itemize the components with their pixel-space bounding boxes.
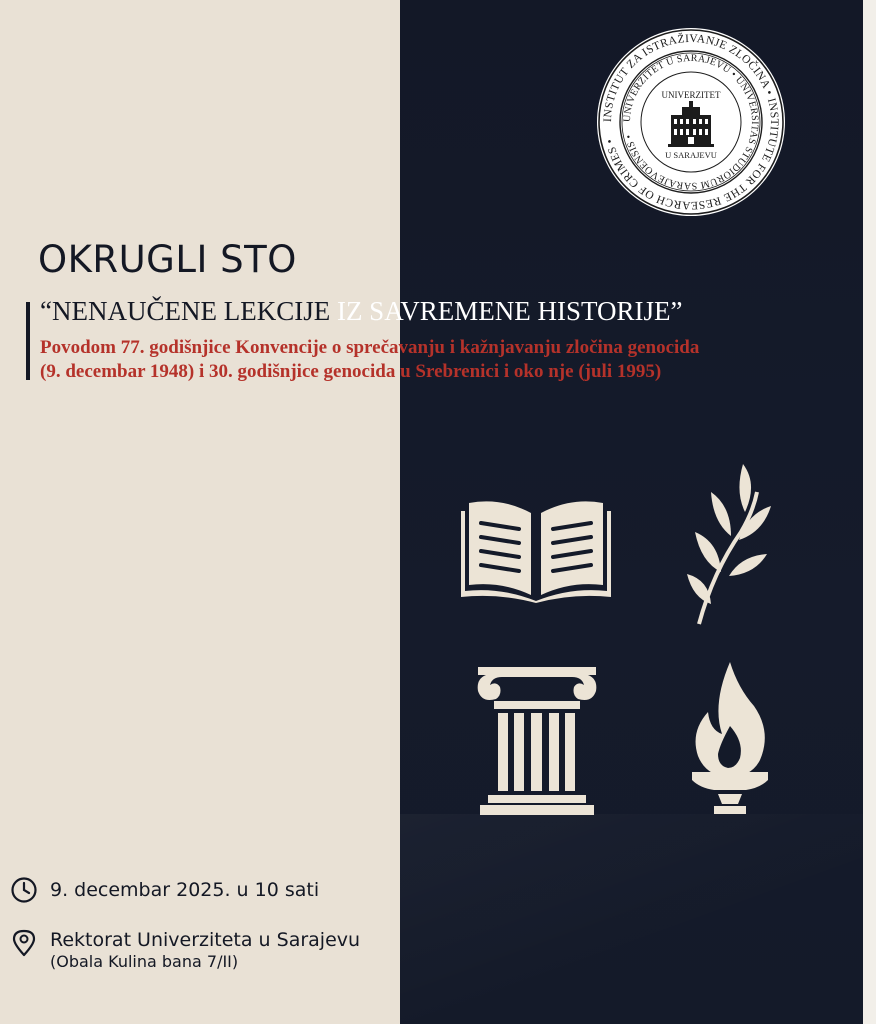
title-accent-bar	[26, 302, 30, 380]
svg-text:UNIVERZITET U SARAJEVU • UNIVE: UNIVERZITET U SARAJEVU • UNIVERSITAS STUDIORUM SARAJEVOENSIS •	[621, 52, 761, 192]
event-address: (Obala Kulina bana 7/II)	[50, 952, 239, 971]
ionic-column-icon	[476, 663, 598, 815]
location-pin-icon	[10, 929, 38, 957]
subtitle-part-dark: IZ SAVREMENE HISTORIJE”	[330, 296, 683, 326]
event-venue: Rektorat Univerziteta u Sarajevu	[50, 929, 361, 951]
subtitle-part-light: “NENAUČENE LEKCIJE	[40, 296, 331, 326]
event-date-row	[10, 876, 319, 904]
panel-shade	[400, 814, 863, 1024]
svg-text:U SARAJEVU: U SARAJEVU	[665, 150, 717, 160]
event-subtitle	[40, 296, 682, 327]
event-occasion	[40, 336, 699, 384]
svg-text:INSTITUT ZA ISTRAŽIVANJE ZLOČI: INSTITUT ZA ISTRAŽIVANJE ZLOČINA • INSTITUTE FOR THE RESEARCH OF CRIMES •	[601, 32, 781, 212]
seal-logo-icon	[596, 27, 786, 217]
event-venue-block	[50, 929, 360, 972]
page-edge	[863, 0, 876, 1024]
event-venue-row	[10, 929, 360, 972]
clock-icon	[10, 876, 38, 904]
torch-flame-icon	[688, 660, 772, 815]
occasion-line-2: (9. decembar 1948) i 30. godišnjice genocida u Srebrenici i oko nje (juli 1995)	[40, 361, 662, 382]
svg-text:UNIVERZITET: UNIVERZITET	[661, 90, 721, 100]
event-title: OKRUGLI STO	[38, 238, 297, 281]
university-seal	[596, 27, 786, 217]
event-date-time: 9. decembar 2025. u 10 sati	[50, 879, 320, 901]
left-cream-panel	[0, 0, 400, 1024]
olive-branch-icon	[683, 462, 773, 627]
occasion-line-1: Povodom 77. godišnjice Konvencije o sprečavanju i kažnjavanju zločina genocida	[40, 337, 700, 358]
open-book-icon	[461, 493, 611, 603]
